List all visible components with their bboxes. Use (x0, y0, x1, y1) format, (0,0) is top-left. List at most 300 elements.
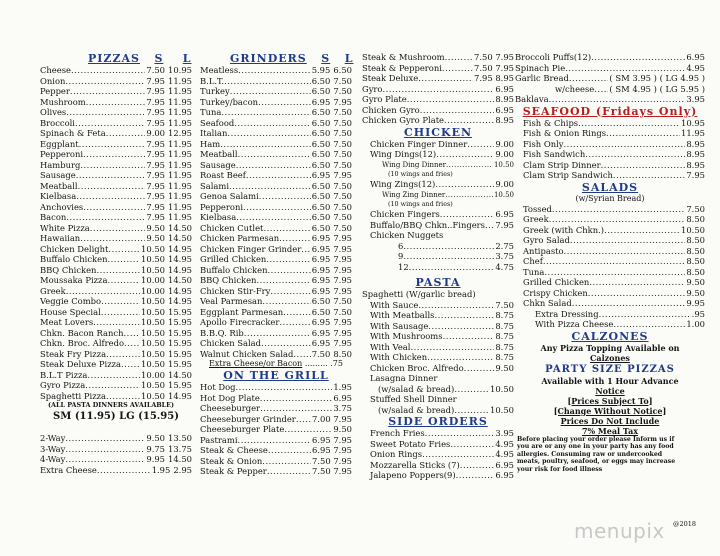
leader-dots (83, 202, 145, 213)
leader-dots (442, 63, 473, 74)
grinder-item (200, 233, 352, 244)
item-name: Greek (523, 214, 549, 224)
steak-item (362, 115, 514, 126)
salad-item (515, 246, 705, 257)
price-small: 7.95 (146, 117, 166, 128)
leader-dots (263, 223, 310, 234)
grill-item (200, 382, 352, 393)
leader-dots (569, 73, 609, 84)
pasta-item (362, 321, 514, 332)
item-name: Wing Zings(12) (370, 179, 436, 189)
price-small: 9.50 (146, 222, 166, 233)
steak-item (362, 94, 514, 105)
item-name: Chicken Cutlet (200, 222, 264, 233)
item-name: Steak Fry Pizza (40, 348, 107, 359)
item-price: 8.95 (495, 94, 514, 104)
pasta-lg-price: LG (15.95) (119, 411, 179, 422)
grinders-size-s: S (321, 52, 331, 65)
item-name: Mushroom (40, 96, 86, 107)
item-name: Extra Dressing (535, 308, 599, 319)
price-large: 11.95 (168, 96, 192, 107)
grinder-item (200, 191, 352, 202)
calzones-title: CALZONES (571, 329, 649, 343)
item-price: 6.95 7.95 (312, 445, 352, 455)
steak-item (362, 63, 514, 74)
item-name: Buffalo Chicken (40, 254, 108, 264)
pizza-item (40, 181, 192, 192)
item-price: 8.75 (495, 331, 514, 341)
grill-item (200, 466, 352, 477)
item-price: 6.95 (333, 392, 352, 403)
item-price: 8.95 (495, 115, 514, 125)
price-large: 7.50 (333, 159, 352, 170)
item-name: B.L.T. (200, 75, 225, 86)
item-name: Anchovies (40, 201, 84, 212)
salad-item (515, 235, 705, 246)
item-name: Buffalo Chicken (200, 264, 268, 275)
price-small: 10.00 (141, 369, 166, 380)
price-large: 11.95 (168, 117, 192, 128)
leader-dots (234, 118, 310, 129)
pasta-alfredo: Chicken Broc. Alfredo ..... 9.50 (362, 363, 514, 374)
price-large: 7.50 (333, 138, 352, 149)
item-name: 3-Way (40, 443, 66, 454)
leader-dots (485, 220, 494, 231)
leader-dots (90, 223, 146, 234)
pizza-item (40, 370, 192, 381)
leader-dots (108, 244, 140, 255)
price-large: 15.95 (168, 306, 192, 317)
leader-dots (407, 94, 495, 105)
item-name: Italian (200, 128, 228, 138)
leader-dots (594, 84, 608, 95)
pizza-item (40, 317, 192, 328)
item-name: Mozzarella Sticks (7) (370, 459, 460, 470)
item-name: Steak Deluxe (362, 73, 419, 83)
price-small: 10.50 (141, 296, 166, 306)
leader-dots (428, 321, 494, 332)
leader-dots (65, 444, 145, 455)
grinder-extra-label: Extra Cheese/or Bacon (209, 359, 303, 368)
price-large: 7.50 (333, 306, 352, 317)
pizzas-title: PIZZAS (88, 52, 140, 65)
grinder-item (200, 212, 352, 223)
leader-dots (460, 460, 495, 471)
salad-item (515, 214, 705, 225)
item-name: Onion Rings (370, 449, 423, 459)
price-small: 7.95 (146, 191, 166, 201)
grinder-item (200, 181, 352, 192)
item-name: With Chicken (370, 352, 428, 362)
price-small: 9.50 (146, 233, 166, 243)
item-name: Extra Cheese (40, 464, 97, 475)
leader-dots (599, 309, 691, 320)
leader-dots (283, 307, 311, 318)
item-price: 9.50 (686, 277, 705, 287)
leader-dots (256, 275, 310, 286)
salad-item (515, 256, 705, 267)
pizza-item (40, 275, 192, 286)
chicken-item (362, 160, 514, 171)
salads-title: SALADS (581, 180, 639, 194)
leader-dots (266, 254, 310, 265)
party-line-4: [Change Without Notice] (553, 405, 667, 416)
leader-dots (78, 181, 146, 192)
leader-dots (565, 63, 685, 74)
pizza-item (40, 328, 192, 339)
leader-dots (564, 139, 686, 150)
wing-zing-note: (10 wings and fries) (388, 200, 453, 208)
leader-dots (246, 170, 311, 181)
item-name: Spinach & Feta (40, 128, 106, 138)
seafood-item (515, 170, 705, 181)
item-name: Baklava (515, 94, 549, 104)
price-large: 7.50 (333, 222, 352, 233)
price-large: 15.95 (168, 359, 192, 369)
leader-dots (279, 233, 311, 244)
item-name: Chicken Gyro (362, 104, 420, 115)
chicken-item (362, 220, 514, 231)
item-name: Cheeseburger (200, 403, 261, 413)
pizza-item (40, 149, 192, 160)
price-large: 14.50 (168, 222, 192, 233)
seafood-item (515, 118, 705, 129)
grinder-item (200, 349, 352, 360)
price-small: 7.95 (146, 86, 166, 96)
leader-dots (93, 317, 140, 328)
side-item (362, 460, 514, 471)
item-name: Buffalo/BBQ Chkn..Fingers (370, 219, 485, 230)
menupix-watermark: menupix (574, 519, 665, 543)
price-large: 14.95 (168, 264, 192, 275)
side-item (362, 439, 514, 450)
item-name: Chicken Parmesan (200, 233, 280, 243)
item-name: Hamburg (40, 159, 81, 170)
price-small: 10.50 (141, 306, 166, 317)
leader-dots (261, 338, 311, 349)
pizza-item (40, 380, 192, 391)
price-small: 6.95 (311, 275, 331, 285)
price-small: 6.50 (311, 128, 331, 138)
pizza-item (40, 338, 192, 349)
price-large: 15.95 (168, 348, 192, 359)
price-small: 6.50 (311, 86, 331, 96)
leader-dots (97, 465, 151, 476)
leader-dots (101, 296, 140, 307)
price-large: 11.95 (168, 75, 192, 86)
leader-dots (585, 149, 685, 160)
leader-dots (66, 212, 145, 223)
item-name: Eggplant Parmesan (200, 306, 284, 317)
grinder-list (200, 65, 352, 359)
grinder-item (200, 265, 352, 276)
price-large: 11.95 (168, 159, 192, 170)
item-name: Turkey (200, 86, 230, 96)
price-large: 7.95 (333, 264, 352, 275)
chicken-title: CHICKEN (403, 125, 473, 139)
pizza-item (40, 244, 192, 255)
pizza-extras-list (40, 433, 192, 475)
item-name: Spinach Pie (515, 62, 566, 73)
item-name: Sausage (200, 159, 236, 170)
leader-dots (238, 435, 311, 446)
price-small: 10.50 (141, 243, 166, 254)
leader-dots (124, 338, 140, 349)
appetizer-item (515, 52, 705, 63)
price-small: 6.50 (311, 222, 331, 233)
item-name: Veggie Combo (40, 296, 102, 306)
leader-dots (87, 370, 140, 381)
pizza-item (40, 359, 192, 370)
item-name: Chicken Finger Dinner (370, 138, 468, 149)
item-name: Tuna (200, 107, 222, 117)
item-price: 7.95 (686, 170, 705, 180)
item-price: 7.50 7.95 (312, 466, 352, 476)
item-price: 11.95 (681, 128, 705, 138)
price-large: 11.95 (168, 86, 192, 96)
leader-dots (236, 382, 333, 393)
price-large: 11.95 (168, 191, 192, 201)
item-price: 3.95 (495, 428, 514, 438)
item-name: Hawaiian (40, 233, 81, 243)
grinder-item (200, 107, 352, 118)
leader-dots (270, 286, 310, 297)
grinder-item (200, 139, 352, 150)
price-large: 7.95 (333, 327, 352, 338)
pizza-item (40, 160, 192, 171)
pizza-item (40, 191, 192, 202)
price-large: 7.50 (333, 128, 352, 138)
leader-dots (260, 393, 333, 404)
item-name: Turkey/bacon (200, 96, 259, 107)
item-price: 4.95 (495, 449, 514, 459)
item-name: Ham (200, 138, 221, 149)
price-small: 7.95 (146, 170, 166, 180)
price-small: 10.50 (141, 380, 166, 390)
leader-dots (86, 97, 146, 108)
item-name: Crispy Chicken (523, 287, 588, 298)
item-name: Chicken Gyro Plate (362, 115, 445, 125)
leader-dots (238, 65, 311, 76)
item-price: ( SM 4.95 ) ( LG 5.95 ) (609, 83, 705, 94)
grinder-item (200, 128, 352, 139)
price-large: 7.50 (333, 191, 352, 201)
item-name: Pastrami (200, 434, 238, 445)
item-name: Steak & Cheese (200, 445, 268, 455)
item-name: Grilled Chicken (523, 277, 590, 287)
item-price: 10.50 (493, 160, 514, 169)
leader-dots (435, 179, 494, 190)
item-name: Chicken Salad (200, 338, 262, 348)
price-small: 6.50 (311, 75, 331, 86)
party-line-2: Notice (595, 385, 625, 396)
leader-dots (244, 328, 311, 339)
item-name: With Sausage (370, 320, 429, 331)
leader-dots (80, 233, 145, 244)
chicken-item (362, 139, 514, 150)
copyright: @2018 (673, 520, 697, 528)
leader-dots (422, 449, 494, 460)
party-line-5: Prices Do Not Include (560, 415, 660, 426)
grinders-title: GRINDERS (230, 52, 307, 65)
leader-dots (606, 128, 680, 139)
item-name: Broccoli Puffs(12) (515, 52, 592, 62)
leader-dots (564, 246, 686, 257)
item-price: 6.95 (495, 209, 514, 219)
pasta-title: PASTA (415, 276, 461, 289)
item-price: 1.95 (333, 382, 352, 392)
price-small: 7.95 (146, 201, 166, 212)
pizza-item (40, 97, 192, 108)
leader-dots (588, 288, 686, 299)
item-name: Onion (40, 75, 66, 86)
pizzas-size-s: S (154, 52, 164, 65)
pizza-item (40, 170, 192, 181)
price-large: 12.95 (168, 128, 192, 138)
item-price: 6.95 (495, 470, 514, 480)
nugget-item: 9 ..... 3.75 (362, 251, 514, 262)
grinder-item (200, 328, 352, 339)
item-name: BBQ Chicken (200, 275, 257, 285)
leader-dots (83, 149, 145, 160)
seafood-item (515, 139, 705, 150)
item-name: Steak & Pepperoni (362, 62, 442, 73)
grinder-item (200, 338, 352, 349)
leader-dots (591, 52, 685, 63)
sides-list (362, 428, 514, 481)
price-small: 6.95 (311, 327, 331, 338)
grinder-item (200, 244, 352, 255)
item-price: 10.50 (681, 224, 705, 235)
item-price: ( SM 3.95 ) ( LG 4.95 ) (609, 73, 705, 83)
item-name: Gyro Plate (362, 94, 407, 104)
pasta-subtitle: Spaghetti (W/garlic bread) (362, 289, 476, 299)
item-name: Fish & Chips (523, 117, 579, 128)
grill-list (200, 382, 352, 477)
price-large: 14.95 (168, 243, 192, 254)
price-small: 10.50 (141, 327, 166, 338)
item-price: 7.50 (686, 203, 705, 214)
item-name: Tossed (523, 203, 552, 214)
price-large: 7.95 (333, 285, 352, 296)
price-large: 7.50 (333, 117, 352, 128)
pasta-stuffed: Stuffed Shell Dinner (370, 394, 457, 404)
price-large: 7.95 (333, 243, 352, 254)
item-name: Cheese (40, 65, 71, 75)
item-price: 7.50 7.95 (474, 62, 514, 73)
grinder-extra-note (200, 359, 352, 369)
salad-item (515, 298, 705, 309)
pizza-item (40, 286, 192, 297)
salad-item (515, 225, 705, 236)
calzones-note-2: Calzones (590, 352, 630, 363)
leader-dots (279, 317, 310, 328)
price-large: 7.95 (333, 170, 352, 180)
leader-dots (552, 204, 685, 215)
leader-dots (267, 265, 310, 276)
grill-item (200, 435, 352, 446)
pizza-extra-item (40, 465, 192, 476)
item-name: Chicken Stir-Fry (200, 285, 271, 296)
chicken-item (362, 149, 514, 160)
item-name: Fish & Onion Rings (523, 128, 607, 138)
price-small: 7.95 (146, 180, 166, 191)
leader-dots (410, 342, 494, 353)
item-name: 4-Way (40, 454, 66, 464)
steak-list (362, 52, 514, 126)
leader-dots (544, 267, 685, 278)
leader-dots (418, 300, 494, 311)
price-large: 7.50 (333, 107, 352, 117)
item-name: Hot Dog (200, 382, 236, 392)
party-line-1: Available with 1 Hour Advance (541, 375, 679, 386)
pizza-item (40, 128, 192, 139)
leader-dots (549, 214, 686, 225)
nugget-item: 12 ..... 4.75 (362, 262, 514, 273)
price-large: 13.75 (168, 443, 192, 454)
leader-dots (284, 424, 332, 435)
price-small: 5.95 (311, 65, 331, 75)
leader-dots (444, 115, 494, 126)
item-name: With Pizza Cheese (535, 319, 614, 329)
item-price: 9.50 (686, 287, 705, 298)
leader-dots (85, 380, 140, 391)
column-seafood-salads (515, 52, 705, 473)
pasta-list (362, 300, 514, 363)
column-pizzas (40, 52, 192, 475)
item-name: With Veal (370, 341, 411, 352)
party-line-3: [Prices Subject To] (567, 395, 653, 406)
leader-dots (267, 466, 311, 477)
leader-dots (76, 191, 145, 202)
pasta-item (362, 331, 514, 342)
pizza-item (40, 107, 192, 118)
leader-dots (80, 160, 145, 171)
grill-item (200, 414, 352, 425)
pizza-item (40, 391, 192, 402)
grinder-item (200, 170, 352, 181)
price-small: 6.95 (311, 96, 331, 107)
item-name: Tuna (523, 266, 545, 277)
price-small: 7.95 (146, 107, 166, 117)
leader-dots (258, 97, 311, 108)
price-large: 14.95 (168, 254, 192, 264)
leader-dots (230, 86, 311, 97)
item-name: Chkn Salad (523, 298, 572, 308)
price-small: 10.00 (141, 275, 166, 285)
leader-dots (425, 428, 495, 439)
side-item (362, 428, 514, 439)
price-large: 11.95 (168, 107, 192, 117)
item-name: w/cheese (555, 83, 595, 94)
item-name: Pepperoni (200, 201, 244, 212)
price-large: 11.95 (168, 201, 192, 212)
leader-dots (467, 139, 494, 150)
item-name: With Meatballs (370, 310, 435, 320)
leader-dots (445, 190, 493, 201)
item-price: 8.50 (686, 245, 705, 256)
pizza-item (40, 254, 192, 265)
side-item (362, 470, 514, 481)
item-name: Chicken Delight (40, 243, 109, 254)
price-large: 7.50 (333, 86, 352, 96)
grinder-item (200, 160, 352, 171)
leader-dots (238, 149, 311, 160)
leader-dots (259, 191, 311, 202)
price-small: 6.50 (311, 149, 331, 159)
item-name: Cheeseburger Plate (200, 424, 285, 434)
grinder-item (200, 76, 352, 87)
